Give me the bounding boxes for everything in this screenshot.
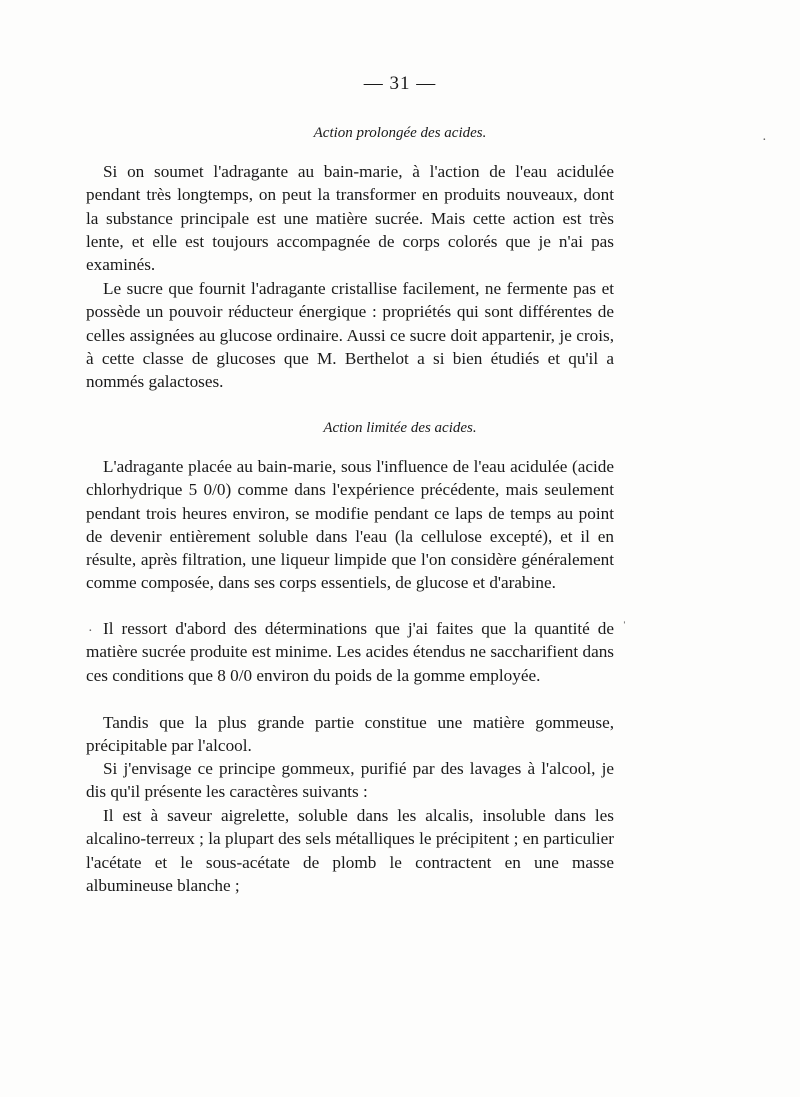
margin-speck: ˈ <box>622 620 627 635</box>
margin-speck: · <box>88 624 93 639</box>
paragraph: L'adragante placée au bain-marie, sous l'influence de l'eau acidulée (acide chlorhydrique 5 0/0) comme dans l'expérience précédente, mais seulement pendant trois heures environ, se modifie pendant ce laps de temps au point de devenir entièrement soluble dans l'eau (la cellulose excepté), et il en résulte, après filtration, une liqueur limpide que l'on considère généralement comme composée, dans ses corps essentiels, de glucose et d'arabine. <box>86 457 614 593</box>
paragraph: Il ressort d'abord des déterminations que j'ai faites que la quantité de matière sucrée produite est minime. Les acides étendus ne saccharifient dans ces conditions que 8 0/0 environ du poids de la gomme employée. <box>86 619 614 685</box>
margin-speck: · <box>762 133 767 148</box>
paragraph: Le sucre que fournit l'adragante cristallise facilement, ne fermente pas et possède un pouvoir réducteur énergique : propriétés qui sont différentes de celles assignées au glucose ordinaire. Aussi ce sucre doit appartenir, je crois, à cette classe de glucoses que M. Berthelot a si bien étudiés et qu'il a nommés galactoses. <box>86 279 614 392</box>
page-number: — 31 — <box>363 73 437 94</box>
paragraph: Il est à saveur aigrelette, soluble dans les alcalis, insoluble dans les alcalino-terreux ; la plupart des sels métalliques le précipitent ; en particulier l'acétate et le sous-acétate de plomb le contractent en une masse albumineuse blanche ; <box>86 806 614 895</box>
paragraph: Si on soumet l'adragante au bain-marie, à l'action de l'eau acidulée pendant très longtemps, on peut la transformer en produits nouveaux, dont la substance principale est une matière sucrée. Mais cette action est très lente, et elle est toujours accompagnée de corps colorés que je n'ai pas examinés. <box>86 162 614 275</box>
paragraph: Si j'envisage ce principe gommeux, purifié par des lavages à l'alcool, je dis qu'il présente les caractères suivants : <box>86 759 614 802</box>
section-heading-limited-action: Action limitée des acides. <box>323 420 477 436</box>
section-heading-prolonged-action: Action prolongée des acides. <box>313 125 487 141</box>
paragraph: Tandis que la plus grande partie constitue une matière gommeuse, précipitable par l'alcool. <box>86 713 614 756</box>
